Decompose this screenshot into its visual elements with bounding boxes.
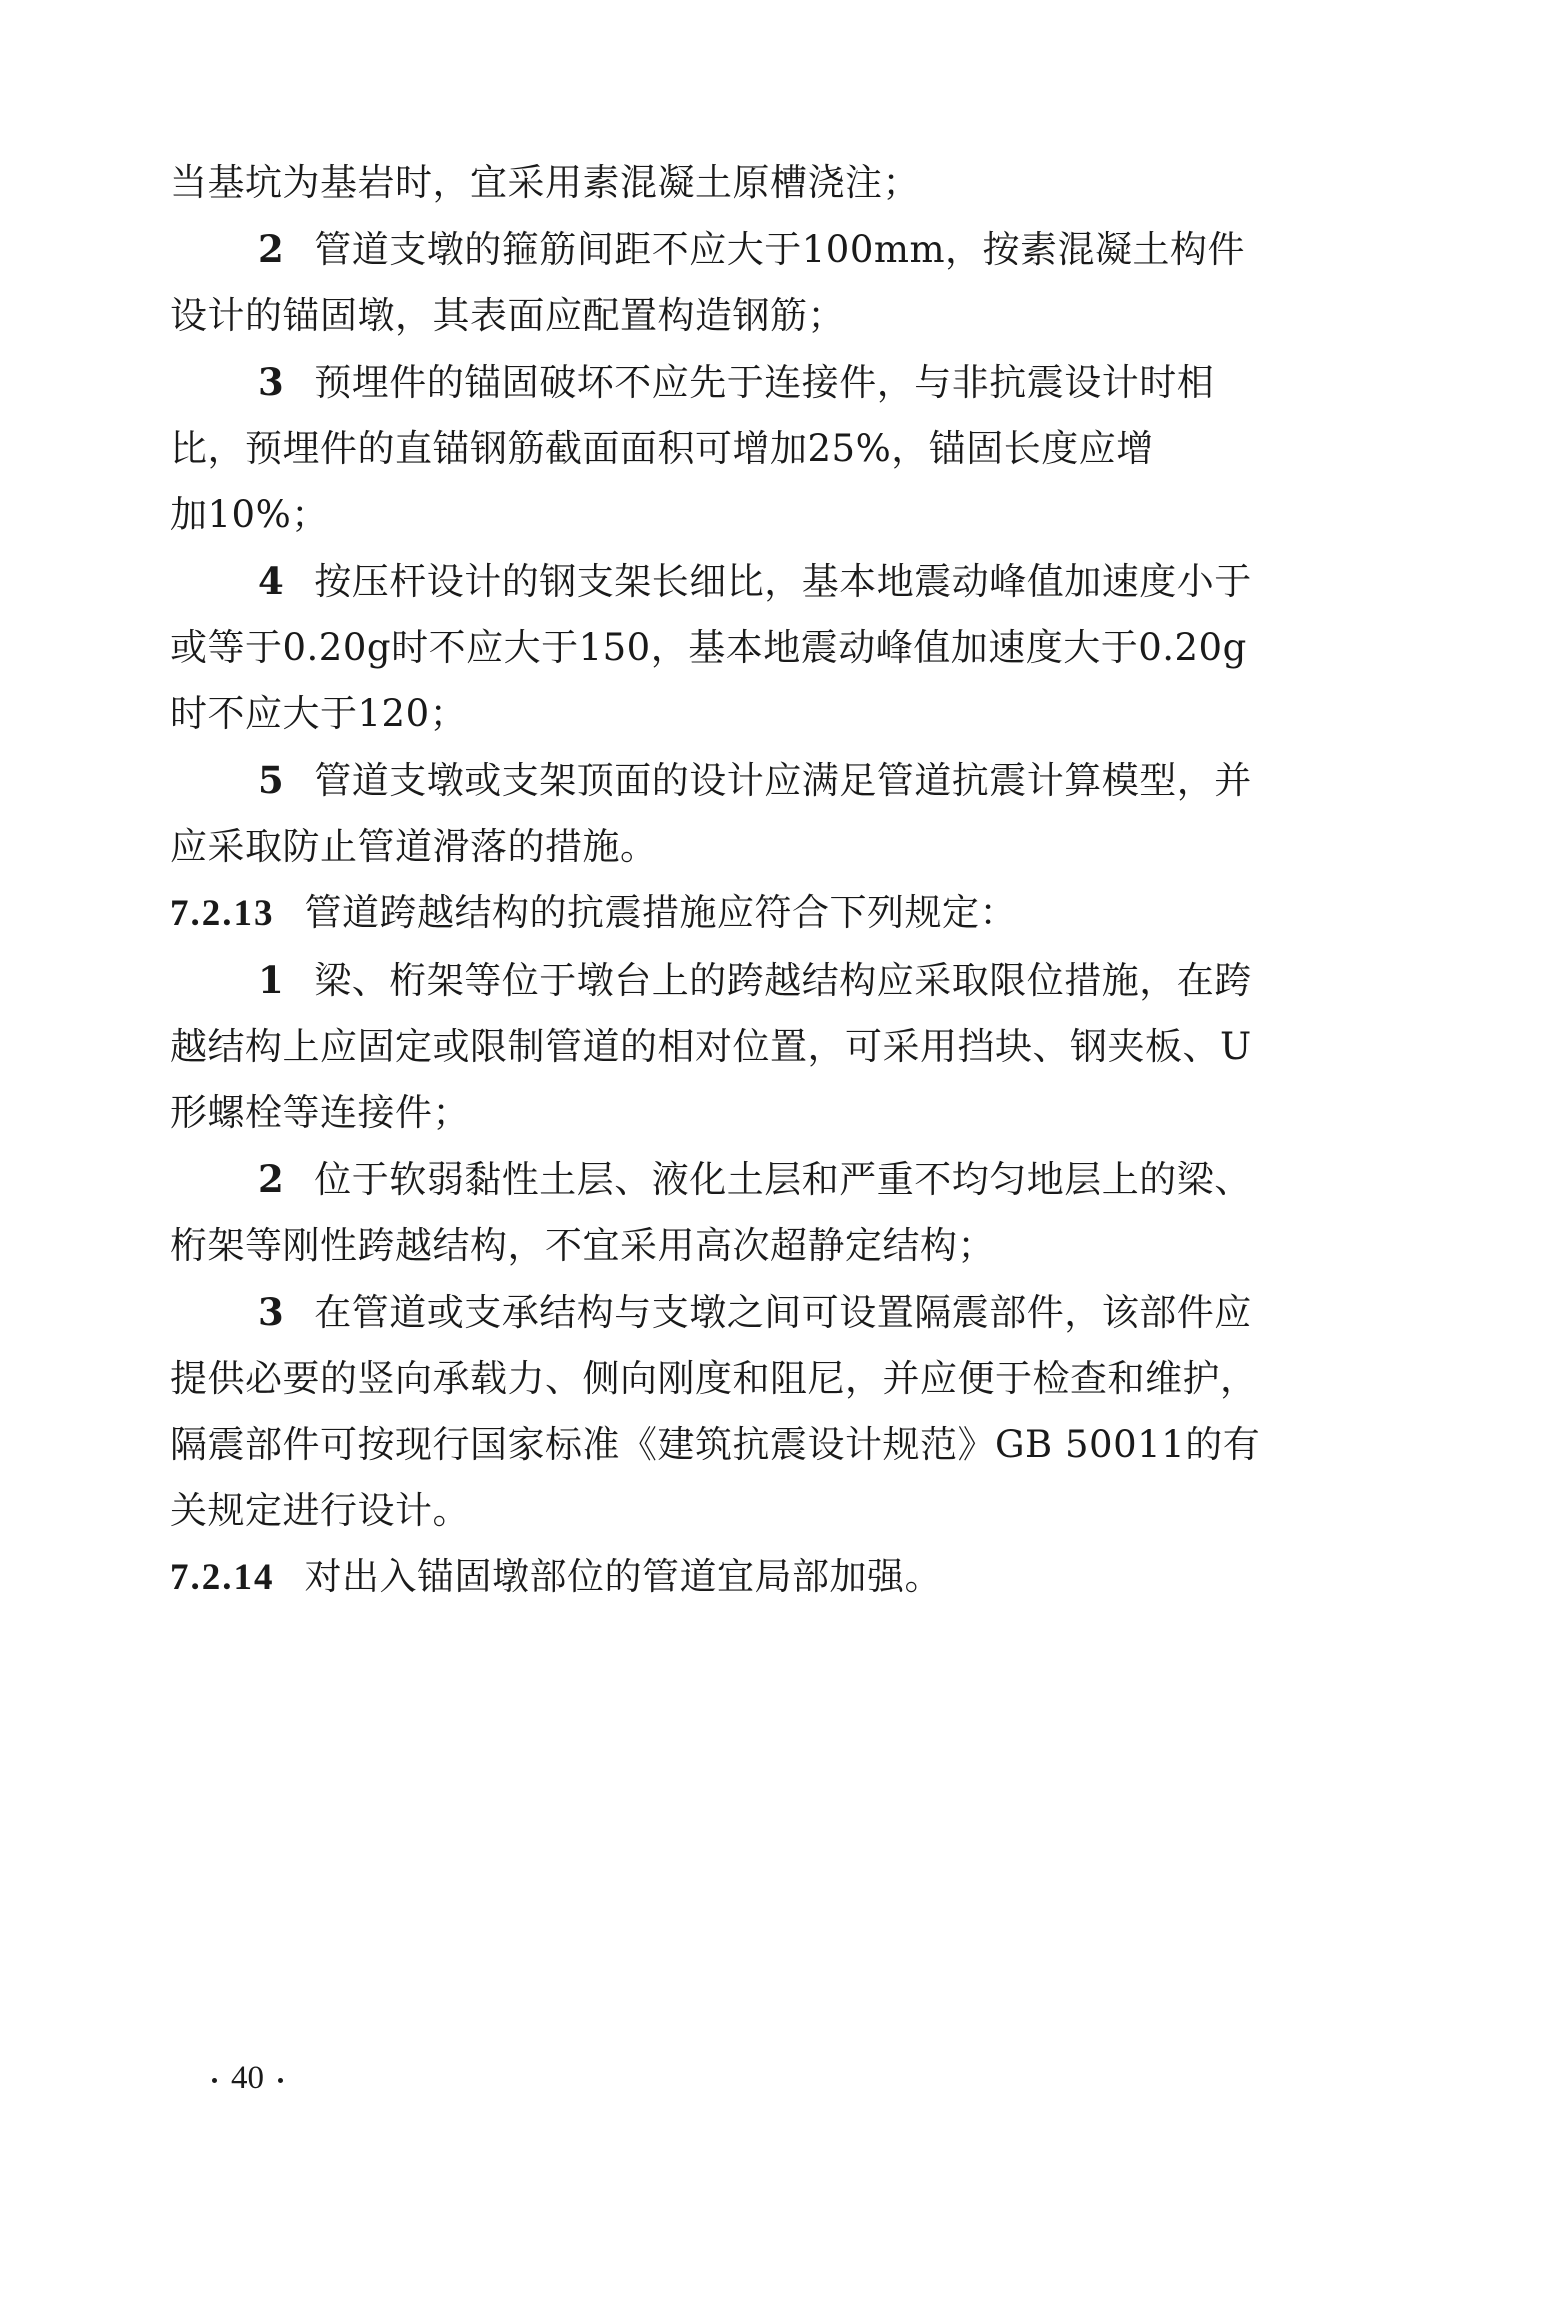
list-item-5: 5 管道支墩或支架顶面的设计应满足管道抗震计算模型，并 [258,758,1252,802]
item-number: 2 [258,227,285,271]
text-line: 应采取防止管道滑落的措施。 [170,825,658,868]
text-line: 当基坑为基岩时，宜采用素混凝土原槽浇注； [170,161,920,204]
list-item-4: 4 按压杆设计的钢支架长细比，基本地震动峰值加速度小于 [258,559,1252,603]
text-line: 或等于0.20g时不应大于150，基本地震动峰值加速度大于0.20g [170,626,1247,669]
item-number: 3 [258,360,285,404]
text-line: 关规定进行设计。 [170,1489,470,1532]
item-number: 4 [258,559,285,603]
list-item-3: 3 预埋件的锚固破坏不应先于连接件，与非抗震设计时相 [258,360,1215,404]
list-item-2: 2 管道支墩的箍筋间距不应大于100mm，按素混凝土构件 [258,227,1246,271]
clause-7-2-14: 7.2.14 对出入锚固墩部位的管道宜局部加强。 [170,1555,942,1598]
item-number: 3 [258,1290,285,1334]
list-item-2: 2 位于软弱黏性土层、液化土层和严重不均匀地层上的梁、 [258,1157,1252,1201]
clause-7-2-13: 7.2.13 管道跨越结构的抗震措施应符合下列规定： [170,891,1017,934]
document-body [170,150,1380,1611]
text-line: 隔震部件可按现行国家标准《建筑抗震设计规范》GB 50011的有 [170,1423,1261,1466]
list-item-1: 1 梁、桁架等位于墩台上的跨越结构应采取限位措施，在跨 [258,958,1252,1002]
item-number: 2 [258,1157,285,1201]
text-line: 设计的锚固墩，其表面应配置构造钢筋； [170,294,845,337]
text-line: 加10%； [170,493,329,536]
text-line: 时不应大于120； [170,692,468,735]
text-line: 形螺栓等连接件； [170,1091,470,1134]
item-number: 1 [258,958,285,1002]
text-line: 越结构上应固定或限制管道的相对位置，可采用挡块、钢夹板、U [170,1025,1252,1068]
text-line: 提供必要的竖向承载力、侧向刚度和阻尼，并应便于检查和维护， [170,1357,1258,1400]
page-number: 40 [198,2060,297,2097]
text-line: 比，预埋件的直锚钢筋截面面积可增加25%，锚固长度应增 [170,427,1154,470]
bullet-dot-icon [278,2078,283,2083]
bullet-dot-icon [212,2078,217,2083]
clause-number: 7.2.13 [170,893,275,934]
item-number: 5 [258,758,285,802]
text-line: 桁架等刚性跨越结构，不宜采用高次超静定结构； [170,1224,995,1267]
clause-number: 7.2.14 [170,1557,275,1598]
list-item-3: 3 在管道或支承结构与支墩之间可设置隔震部件，该部件应 [258,1290,1252,1334]
